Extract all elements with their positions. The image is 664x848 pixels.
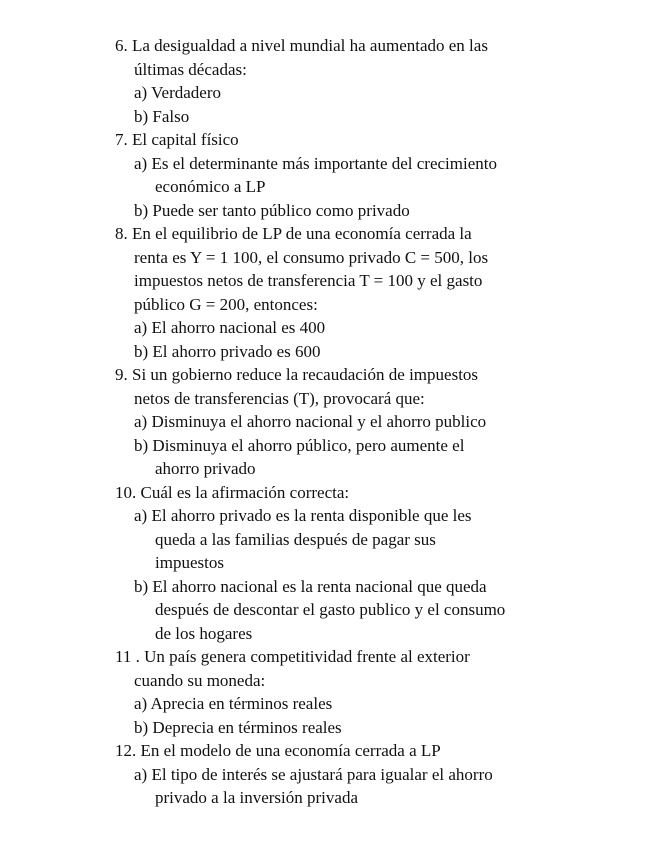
question-line-cont: renta es Y = 1 100, el consumo privado C = 500, los	[134, 247, 489, 267]
option-line: a) Es el determinante más importante del crecimiento	[134, 153, 497, 173]
option-line: b) El ahorro privado es 600	[134, 341, 321, 361]
question-line: 6. La desigualdad a nivel mundial ha aumentado en las	[115, 36, 488, 55]
question-line: 12. En el modelo de una economía cerrada a LP	[115, 741, 441, 760]
question-line: 11 . Un país genera competitividad frente al exterior	[115, 647, 470, 666]
question-line-cont: cuando su moneda:	[134, 670, 266, 690]
option-line-cont: después de descontar el gasto publico y el consumo	[155, 600, 506, 619]
option-line-cont: impuestos	[155, 553, 224, 572]
option-line-cont: ahorro privado	[155, 459, 256, 478]
option-line: a) El tipo de interés se ajustará para igualar el ahorro	[134, 764, 493, 784]
question-line: 10. Cuál es la afirmación correcta:	[115, 482, 350, 502]
question-line-cont: público G = 200, entonces:	[134, 294, 318, 314]
question-line: 9. Si un gobierno reduce la recaudación de impuestos	[115, 365, 479, 384]
option-line: b) Falso	[134, 106, 190, 126]
question-line-cont: impuestos netos de transferencia T = 100 y el gasto	[134, 271, 483, 290]
option-line: a) El ahorro nacional es 400	[134, 318, 326, 337]
option-line: b) Deprecia en términos reales	[134, 717, 342, 737]
question-line: 8. En el equilibrio de LP de una economía cerrada la	[115, 224, 472, 243]
question-line-cont: últimas décadas:	[134, 59, 247, 79]
option-line: b) El ahorro nacional es la renta nacional que queda	[134, 576, 487, 596]
option-line: a) Verdadero	[134, 83, 222, 102]
question-line: 7. El capital físico	[115, 130, 239, 149]
option-line-cont: de los hogares	[155, 623, 253, 643]
option-line-cont: privado a la inversión privada	[155, 788, 358, 807]
option-line-cont: queda a las familias después de pagar sus	[155, 529, 436, 549]
option-line: a) El ahorro privado es la renta disponible que les	[134, 506, 472, 525]
option-line-cont: económico a LP	[155, 177, 266, 196]
question-line-cont: netos de transferencias (T), provocará que:	[134, 388, 425, 408]
option-line: a) Disminuya el ahorro nacional y el ahorro publico	[134, 412, 487, 431]
quiz-document	[0, 34, 664, 810]
option-line: a) Aprecia en términos reales	[134, 694, 333, 713]
option-line: b) Disminuya el ahorro público, pero aumente el	[134, 435, 465, 455]
option-line: b) Puede ser tanto público como privado	[134, 200, 410, 220]
